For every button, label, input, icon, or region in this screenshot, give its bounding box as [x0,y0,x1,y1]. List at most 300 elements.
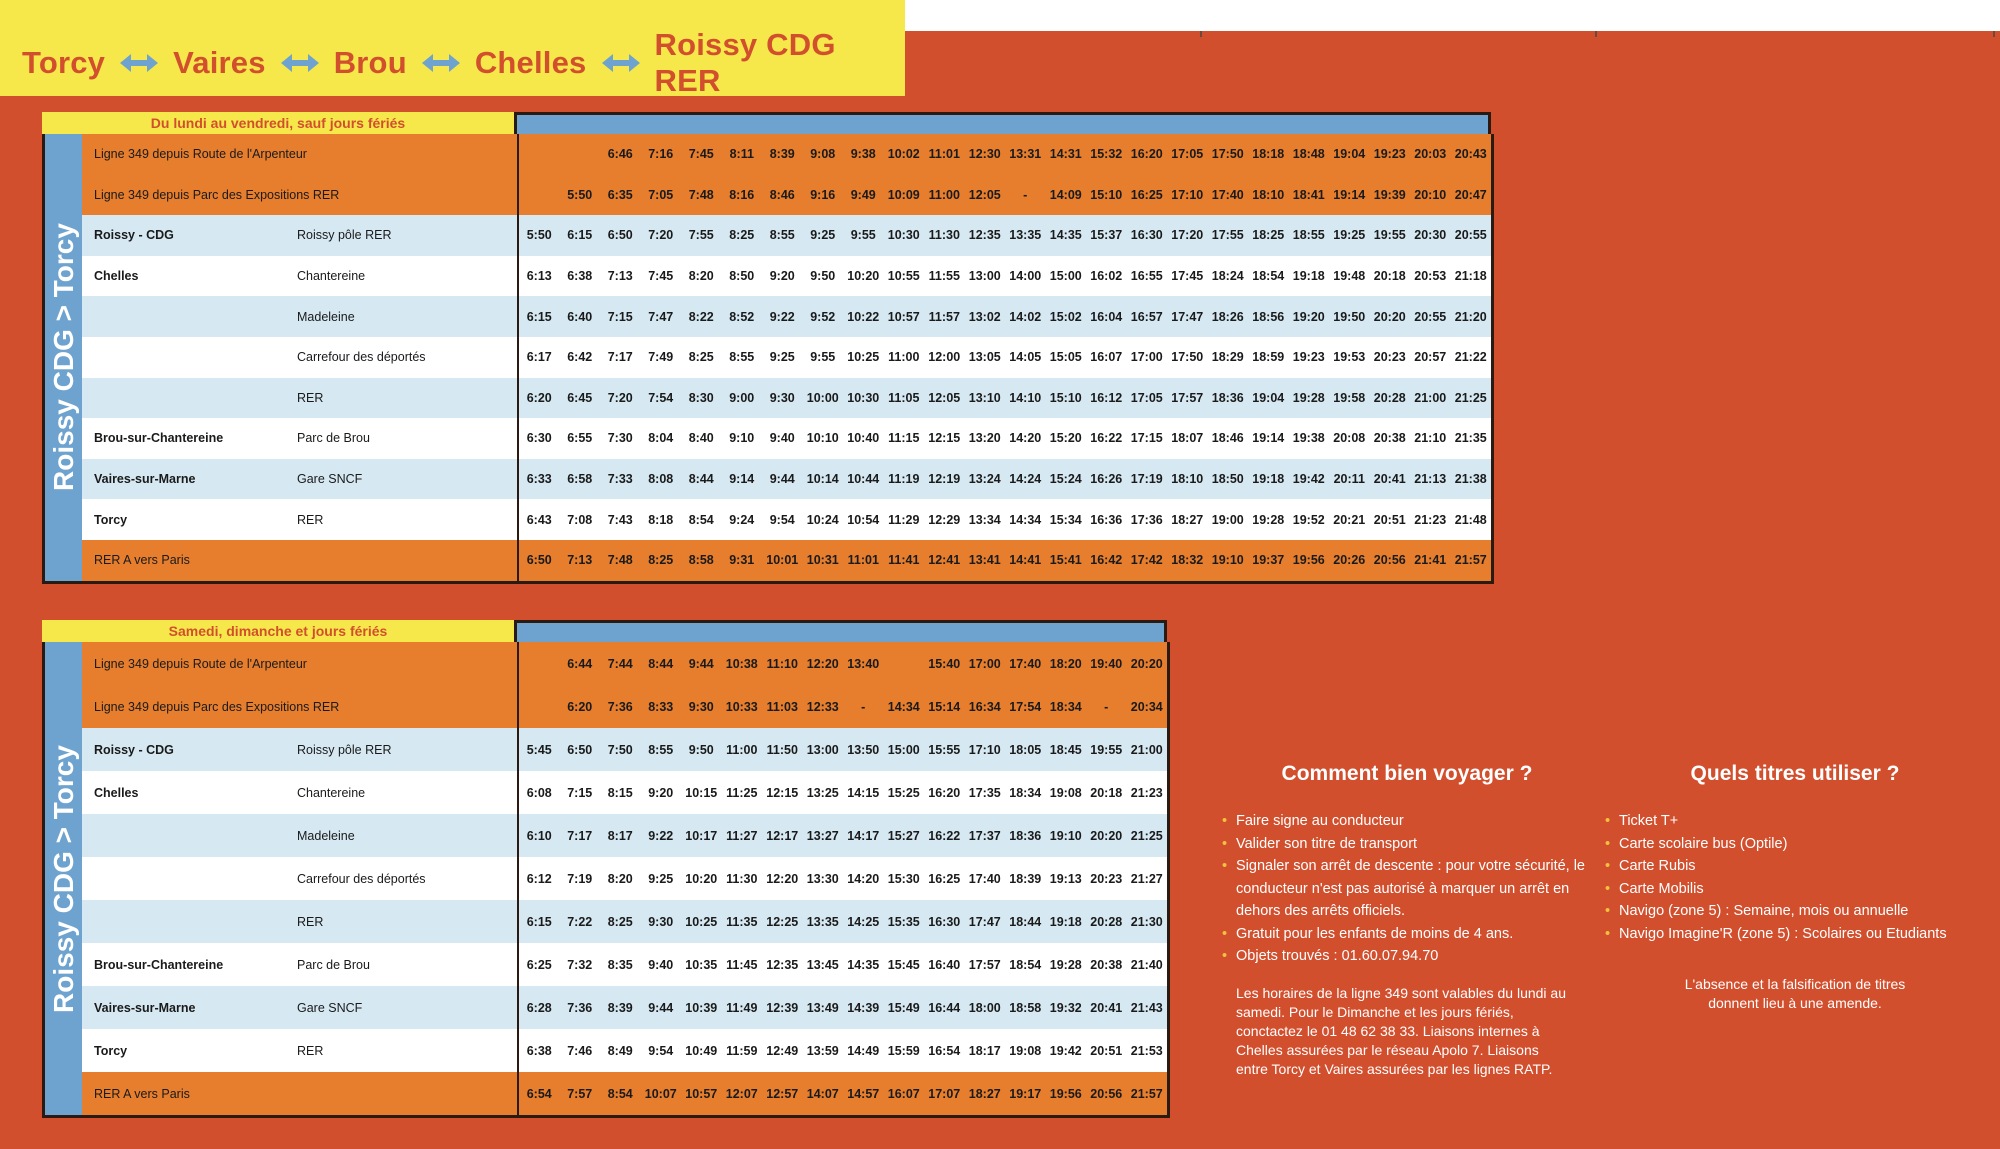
departure-time: 13:05 [968,350,1001,365]
departure-time: 11:29 [888,512,920,527]
departure-time: 21:40 [1130,957,1163,972]
departure-time: 19:13 [1049,871,1082,886]
departure-time: 15:20 [1049,431,1082,446]
travel-note: Les horaires de la ligne 349 sont valables du lundi au samedi. Pour le Dimanche et les jours fériés, conctactez le 01 48 62 38 33. Liaisons internes à Chelles assurées par le réseau Apolo 7. Liaisons entre Torcy et Vaires assurées par les lignes RATP. [1236,984,1567,1077]
timetable-row [82,1029,1167,1072]
departure-time: 20:51 [1090,1043,1123,1058]
departure-time: 12:29 [928,512,961,527]
fold-mark [1595,31,1597,37]
departure-time: 10:39 [685,1000,718,1015]
fold-mark [1200,31,1202,37]
departure-time: 16:36 [1090,512,1123,527]
stop-name: Gare SNCF [297,1000,363,1015]
departure-time: 12:35 [766,957,799,972]
info-item: • Carte scolaire bus (Optile) [1605,833,1985,856]
stop-name: Madeleine [297,309,355,324]
town-name: Brou-sur-Chantereine [94,431,224,446]
departure-time: 14:49 [847,1043,880,1058]
timetable-row [82,215,1491,256]
departure-time: 20:55 [1414,309,1447,324]
times-group [517,134,1491,175]
departure-time: 19:42 [1292,472,1325,487]
departure-time: 15:05 [1049,350,1082,365]
departure-time: 11:03 [766,699,798,714]
departure-time: 15:02 [1049,309,1082,324]
departure-time: 8:08 [648,472,674,487]
departure-time: 7:13 [567,553,593,568]
departure-time: 11:35 [726,914,758,929]
departure-time: 14:05 [1009,350,1042,365]
departure-time: 17:40 [1009,656,1042,671]
departure-time: 11:00 [928,187,960,202]
direction-label [45,134,82,581]
departure-time: 15:00 [887,742,920,757]
departure-time: 16:55 [1130,269,1163,284]
departure-time: 21:25 [1454,390,1487,405]
info-item: • Signaler son arrêt de descente : pour votre sécurité, le conducteur n'est pas autorisé à marquer un arrêt en dehors des arrêts officiels. [1222,855,1592,923]
departure-time: 16:02 [1090,269,1123,284]
departure-time: 9:44 [648,1000,674,1015]
info-item: • Navigo Imagine'R (zone 5) : Scolaires ou Etudiants [1605,923,1985,946]
departure-time: 9:50 [810,269,836,284]
departure-time: 14:34 [1009,512,1042,527]
departure-time: 10:17 [685,828,718,843]
departure-time: 11:01 [847,553,879,568]
departure-time: 21:18 [1454,269,1487,284]
departure-time: 8:54 [688,512,714,527]
departure-time: 18:29 [1211,350,1244,365]
departure-time: 8:18 [648,512,674,527]
departure-time: 16:12 [1090,390,1123,405]
header-bar [514,620,1167,642]
route-header [0,0,905,96]
departure-time: 19:55 [1373,228,1406,243]
departure-time: 18:34 [1049,699,1082,714]
departure-time: 15:59 [887,1043,920,1058]
departure-time: 20:53 [1414,269,1447,284]
departure-time: 14:07 [806,1086,839,1101]
departure-time [884,642,925,685]
departure-time: 13:35 [1009,228,1042,243]
departure-time: 7:36 [567,1000,593,1015]
stop-name: Carrefour des déportés [297,871,426,886]
times-group [517,857,1167,900]
stop-name: Parc de Brou [297,957,370,972]
departure-time: 7:19 [567,871,593,886]
departure-time: 6:15 [567,228,593,243]
departure-time: 19:28 [1292,390,1325,405]
departure-time: 6:12 [526,871,552,886]
stop-name: Roissy pôle RER [297,228,392,243]
departure-time: 9:44 [688,656,714,671]
departure-time: 21:48 [1454,512,1487,527]
departure-time: 7:16 [648,147,674,162]
departure-time: 17:57 [968,957,1001,972]
departure-time: 7:45 [688,147,714,162]
times-group [517,771,1167,814]
departure-time: 18:39 [1009,871,1042,886]
departure-time: 8:11 [729,147,754,162]
route-stop: Brou [333,45,407,80]
route-stop: Roissy CDG RER [654,27,836,98]
departure-time: 17:19 [1130,472,1163,487]
row-label: Ligne 349 depuis Route de l'Arpenteur [94,656,307,671]
times-group [517,1072,1167,1115]
departure-time: 18:36 [1009,828,1042,843]
departure-time: 7:22 [567,914,593,929]
departure-time: 9:55 [810,350,836,365]
departure-time: 6:40 [567,309,593,324]
departure-time: 17:00 [968,656,1001,671]
departure-time: 11:00 [888,350,920,365]
timetable-row [82,1072,1167,1115]
departure-time: 19:08 [1009,1043,1042,1058]
departure-time: 8:33 [648,699,674,714]
departure-time: 13:41 [968,553,1001,568]
departure-time: 9:25 [769,350,795,365]
departure-time: 8:30 [688,390,714,405]
departure-time: 15:45 [887,957,920,972]
departure-time: 15:49 [887,1000,920,1015]
timetable-header [42,112,1494,134]
weekend-timetable [42,620,1170,1118]
departure-time: 18:25 [1252,228,1285,243]
departure-time: 5:50 [526,228,552,243]
departure-time: 16:22 [928,828,961,843]
departure-time: 6:25 [526,957,552,972]
departure-time: 18:07 [1171,431,1204,446]
timetable-row [82,900,1167,943]
departure-time: 16:30 [928,914,961,929]
departure-time: 20:21 [1333,512,1366,527]
row-label: Ligne 349 depuis Parc des Expositions RER [94,699,340,714]
departure-time: 10:54 [847,512,880,527]
departure-time: 18:26 [1211,309,1244,324]
times-group [517,418,1491,459]
timetable-row [82,459,1491,500]
times-group [517,175,1491,216]
departure-time: 8:04 [648,431,674,446]
departure-time: 16:42 [1090,553,1123,568]
departure-time: 13:10 [968,390,1001,405]
departure-time: 20:03 [1414,147,1447,162]
departure-time: 18:55 [1292,228,1325,243]
tickets-note: L'absence et la falsification de titres donnent lieu à une amende. [1684,976,1906,1011]
departure-time: 8:58 [688,553,714,568]
departure-time: 18:36 [1211,390,1244,405]
departure-time: 9:22 [648,828,674,843]
departure-time: 10:55 [887,269,920,284]
departure-time: 14:41 [1009,553,1042,568]
departure-time: 20:18 [1373,269,1406,284]
departure-time: 20:51 [1373,512,1406,527]
departure-time: 8:20 [688,269,714,284]
departure-time: 16:26 [1090,472,1123,487]
timetable-row [82,499,1491,540]
departure-time: 11:27 [726,828,758,843]
departure-time: 10:22 [847,309,880,324]
departure-time: 20:18 [1090,785,1123,800]
departure-time: 9:22 [769,309,795,324]
double-arrow-icon [422,54,460,72]
departure-time: 11:45 [726,957,758,972]
departure-time: 17:54 [1009,699,1042,714]
schedule-label: Samedi, dimanche et jours fériés [42,620,514,642]
departure-time: 8:52 [729,309,755,324]
departure-time: 20:41 [1090,1000,1123,1015]
departure-time: 6:10 [526,828,552,843]
departure-time: 19:50 [1333,309,1366,324]
departure-time: 12:05 [968,187,1001,202]
timetable-row [82,337,1491,378]
timetable-row [82,175,1491,216]
double-arrow-icon [602,54,640,72]
stop-name: RER [297,390,324,405]
departure-time: 19:58 [1333,390,1366,405]
departure-time: 19:18 [1292,269,1325,284]
departure-time: 18:45 [1049,742,1082,757]
departure-time: 20:41 [1373,472,1406,487]
departure-time: 20:20 [1090,828,1123,843]
departure-time: 20:43 [1454,147,1487,162]
departure-time: 8:44 [648,656,674,671]
departure-time: 9:25 [810,228,836,243]
departure-time [519,642,560,685]
departure-time: 7:15 [607,309,633,324]
departure-time: 7:20 [607,390,633,405]
departure-time: 19:25 [1333,228,1366,243]
departure-time: 5:45 [526,742,552,757]
departure-time: 7:13 [607,269,633,284]
timetable-row [82,540,1491,581]
timetable-row [82,771,1167,814]
departure-time: 15:35 [887,914,920,929]
departure-time: 7:20 [648,228,674,243]
departure-time: 7:49 [648,350,674,365]
departure-time: 19:56 [1049,1086,1082,1101]
departure-time: 11:49 [726,1000,758,1015]
departure-time: 11:50 [766,742,798,757]
departure-time: 7:54 [648,390,674,405]
info-item: • Ticket T+ [1605,810,1985,833]
departure-time: 6:33 [526,472,552,487]
departure-time: 15:30 [887,871,920,886]
departure-time: 11:01 [928,147,960,162]
departure-time: 15:10 [1049,390,1082,405]
departure-time: 19:28 [1252,512,1285,527]
departure-time: 10:20 [685,871,718,886]
departure-time: 17:07 [928,1086,961,1101]
header-bar [514,112,1491,134]
departure-time: 15:41 [1049,553,1082,568]
departure-time: 18:41 [1292,187,1325,202]
departure-time: 10:38 [725,656,758,671]
departure-time: 11:00 [726,742,758,757]
departure-time: 8:15 [607,785,633,800]
departure-time: 9:49 [850,187,876,202]
departure-time: 13:45 [806,957,839,972]
departure-time: 21:23 [1130,785,1163,800]
timetable-row [82,685,1167,728]
departure-time: 13:24 [968,472,1001,487]
info-item: • Navigo (zone 5) : Semaine, mois ou annuelle [1605,900,1985,923]
departure-time: 18:17 [968,1043,1001,1058]
departure-time: 20:55 [1454,228,1487,243]
departure-time: 17:45 [1171,269,1204,284]
departure-time [519,685,560,728]
departure-time: 6:45 [567,390,593,405]
departure-time: 10:40 [847,431,880,446]
departure-time: 17:00 [1130,350,1163,365]
departure-time: 10:00 [806,390,839,405]
departure-time: 10:33 [725,699,758,714]
departure-time: - [1104,699,1109,714]
departure-time: 9:24 [729,512,755,527]
departure-time: 21:35 [1454,431,1487,446]
timetable-row [82,857,1167,900]
stop-name: RER [297,512,324,527]
info-item: • Objets trouvés : 01.60.07.94.70 [1222,945,1592,968]
route-stop: Torcy [22,45,106,80]
departure-time: 18:59 [1252,350,1285,365]
departure-time: 9:30 [688,699,714,714]
departure-time: 6:20 [526,390,552,405]
stop-name: Roissy pôle RER [297,742,392,757]
info-item: • Valider son titre de transport [1222,833,1592,856]
departure-time: 15:25 [887,785,920,800]
stop-name: Chantereine [297,269,366,284]
departure-time: 21:00 [1130,742,1163,757]
departure-time: 8:20 [607,871,633,886]
departure-time: 7:43 [607,512,633,527]
departure-time: 11:57 [928,309,960,324]
departure-time: 19:10 [1049,828,1082,843]
times-group [517,337,1491,378]
departure-time: 12:25 [766,914,799,929]
departure-time: 20:38 [1373,431,1406,446]
departure-time: 8:40 [688,431,714,446]
stop-name: RER [297,914,324,929]
departure-time: 12:20 [806,656,839,671]
departure-time: 7:08 [567,512,593,527]
departure-time: 19:00 [1211,512,1244,527]
departure-time: 10:30 [847,390,880,405]
departure-time: 17:40 [1211,187,1244,202]
departure-time: 16:20 [1130,147,1163,162]
departure-time: 12:07 [725,1086,758,1101]
departure-time: 19:04 [1252,390,1285,405]
departure-time: 13:34 [968,512,1001,527]
departure-time: 20:23 [1090,871,1123,886]
departure-time: 12:57 [766,1086,799,1101]
departure-time: 17:57 [1171,390,1204,405]
departure-time: 20:20 [1373,309,1406,324]
departure-time: 14:00 [1009,269,1042,284]
departure-time: 8:46 [769,187,795,202]
departure-time: 14:09 [1049,187,1082,202]
departure-time: 19:20 [1292,309,1325,324]
departure-time: 19:08 [1049,785,1082,800]
timetable-row [82,134,1491,175]
departure-time: 13:50 [847,742,880,757]
departure-time: 7:17 [607,350,633,365]
departure-time: 18:54 [1009,957,1042,972]
departure-time: 19:18 [1252,472,1285,487]
departure-time: 7:48 [607,553,633,568]
times-group [517,540,1491,581]
departure-time: 13:40 [847,656,880,671]
departure-time: 8:50 [729,269,755,284]
departure-time: 16:40 [928,957,961,972]
departure-time: 14:34 [887,699,920,714]
departure-time: 7:57 [567,1086,593,1101]
departure-time: 12:00 [928,350,961,365]
departure-time: 18:00 [968,1000,1001,1015]
departure-time: 15:40 [928,656,961,671]
departure-time: 9:54 [769,512,795,527]
departure-time: 7:45 [648,269,674,284]
departure-time: 12:41 [928,553,961,568]
timetable-header [42,620,1170,642]
departure-time: 12:33 [806,699,839,714]
departure-time: 6:28 [526,1000,552,1015]
timetable-row [82,986,1167,1029]
departure-time: 6:38 [567,269,593,284]
departure-time: 7:17 [567,828,593,843]
departure-time: 5:50 [567,187,593,202]
departure-time: 12:15 [928,431,961,446]
departure-time: 19:48 [1333,269,1366,284]
town-name: Vaires-sur-Marne [94,1000,196,1015]
departure-time: 14:24 [1009,472,1042,487]
departure-time: 19:38 [1292,431,1325,446]
departure-time: 14:35 [1049,228,1082,243]
travel-info [1222,762,1592,1079]
departure-time: 12:15 [766,785,799,800]
departure-time: 6:08 [526,785,552,800]
departure-time: 15:55 [928,742,961,757]
departure-time: 8:22 [688,309,714,324]
departure-time: 14:35 [847,957,880,972]
departure-time: 12:17 [766,828,799,843]
departure-time: 10:49 [685,1043,718,1058]
timetable-body [42,134,1494,584]
departure-time: 19:56 [1292,553,1325,568]
stop-name: Gare SNCF [297,472,363,487]
departure-time: 14:31 [1049,147,1082,162]
times-group [517,256,1491,297]
departure-time: 6:58 [567,472,593,487]
departure-time: 7:05 [648,187,674,202]
departure-time: 8:55 [769,228,795,243]
departure-time: 19:42 [1049,1043,1082,1058]
departure-time: 20:56 [1373,553,1406,568]
departure-time: 16:34 [968,699,1001,714]
departure-time: 9:50 [688,742,714,757]
departure-time: 17:47 [968,914,1001,929]
departure-time: 14:20 [847,871,880,886]
departure-time: 17:10 [1171,187,1204,202]
departure-time: 14:25 [847,914,880,929]
top-white-strip [905,0,2000,31]
departure-time: 20:56 [1090,1086,1123,1101]
departure-time: 14:57 [847,1086,880,1101]
departure-time: 16:25 [1130,187,1163,202]
schedule-label: Du lundi au vendredi, sauf jours fériés [42,112,514,134]
route-line [22,27,905,98]
departure-time: 7:50 [607,742,633,757]
departure-time: 11:59 [726,1043,758,1058]
